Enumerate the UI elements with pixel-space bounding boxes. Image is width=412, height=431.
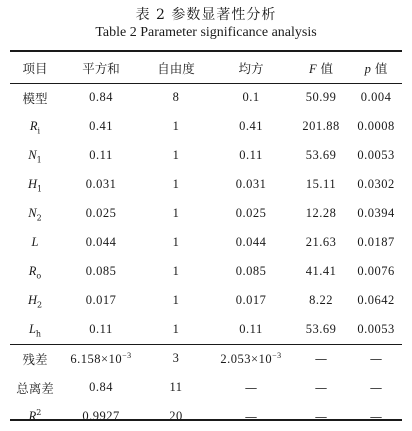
residual-row <box>10 344 402 373</box>
row-item: L <box>31 234 39 249</box>
row-mean-square: 0.017 <box>235 293 267 307</box>
row-f-value: 21.63 <box>305 235 337 249</box>
row-item: $R^2$ <box>28 408 42 424</box>
row-p-value: 0.0302 <box>357 177 395 191</box>
table-caption-chinese: 表 2 参数显著性分析 <box>135 7 277 23</box>
row-p-value: 0.004 <box>360 90 392 104</box>
table-row <box>10 228 402 257</box>
row-p-value: — <box>369 380 383 395</box>
row-f-value: — <box>314 380 328 395</box>
row-sum-of-squares: 0.044 <box>85 235 117 249</box>
row-p-value: 0.0076 <box>357 264 395 278</box>
row-mean-square: 0.085 <box>235 264 267 278</box>
row-f-value: 41.41 <box>305 264 337 278</box>
header-mean-square: 均方 <box>238 60 264 76</box>
table-row <box>10 83 402 112</box>
row-sum-of-squares: 0.84 <box>89 380 113 394</box>
row-item: 模型 <box>22 90 48 106</box>
table-row <box>10 286 402 315</box>
row-f-value: 201.88 <box>302 119 340 133</box>
row-p-value: 0.0394 <box>357 206 395 220</box>
row-mean-square: — <box>244 380 258 395</box>
row-degrees-of-freedom: 1 <box>172 235 180 249</box>
row-p-value: 0.0053 <box>357 321 395 336</box>
row-item: $N_1$ <box>28 147 42 165</box>
table-row <box>10 199 402 228</box>
row-sum-of-squares: 0.085 <box>85 264 117 278</box>
table-row <box>10 315 402 344</box>
row-item: $H_1$ <box>27 176 43 194</box>
row-f-value: 53.69 <box>305 321 337 336</box>
row-mean-square: — <box>244 409 258 424</box>
row-item: $R_o$ <box>28 263 42 281</box>
row-mean-square: $2.053\times 10^{-3}$ <box>210 344 292 373</box>
row-degrees-of-freedom: 1 <box>172 293 180 307</box>
row-item: 总离差 <box>16 380 54 396</box>
header-p-value: p 值 <box>364 60 388 76</box>
row-sum-of-squares: 0.84 <box>89 90 113 104</box>
row-mean-square: 0.11 <box>239 321 263 336</box>
r-squared-row <box>10 402 402 431</box>
row-degrees-of-freedom: 1 <box>172 264 180 278</box>
table-caption-english: Table 2 Parameter significance analysis <box>95 25 317 40</box>
row-degrees-of-freedom: 20 <box>169 409 183 423</box>
row-sum-of-squares: 0.031 <box>85 177 117 191</box>
row-f-value: 8.22 <box>309 293 333 307</box>
row-degrees-of-freedom: 1 <box>172 177 180 191</box>
row-item: $L_h$ <box>28 321 42 338</box>
row-degrees-of-freedom: 3 <box>142 344 210 373</box>
row-mean-square: 0.031 <box>235 177 267 191</box>
header-f-value: F 值 <box>308 60 334 76</box>
row-item: $N_2$ <box>28 205 42 223</box>
table-row <box>10 257 402 286</box>
row-item: $H_2$ <box>27 292 43 310</box>
row-degrees-of-freedom: 1 <box>172 148 180 162</box>
row-f-value: 50.99 <box>305 90 337 104</box>
total-row <box>10 373 402 402</box>
row-mean-square: 0.41 <box>239 119 263 133</box>
row-degrees-of-freedom: 1 <box>172 206 180 220</box>
row-f-value: 12.28 <box>305 206 337 220</box>
row-p-value: 0.0008 <box>357 119 395 133</box>
row-sum-of-squares: 0.017 <box>85 293 117 307</box>
header-degrees-of-freedom: 自由度 <box>157 60 195 76</box>
row-p-value: — <box>369 409 383 424</box>
row-degrees-of-freedom: 1 <box>172 119 180 133</box>
header-item: 项目 <box>22 60 48 76</box>
row-sum-of-squares: 0.025 <box>85 206 117 220</box>
row-item: $R_i$ <box>29 118 41 136</box>
row-p-value: 0.0187 <box>357 235 395 249</box>
row-p-value: 0.0642 <box>357 293 395 307</box>
row-mean-square: 0.025 <box>235 206 267 220</box>
row-sum-of-squares: 0.9927 <box>82 409 120 423</box>
table-header-row <box>10 52 402 83</box>
row-degrees-of-freedom: 11 <box>169 380 183 394</box>
row-p-value: — <box>350 344 402 373</box>
row-sum-of-squares: $6.158\times 10^{-3}$ <box>60 344 142 373</box>
row-mean-square: 0.11 <box>239 148 263 162</box>
row-degrees-of-freedom: 1 <box>172 321 180 336</box>
row-degrees-of-freedom: 8 <box>172 90 180 104</box>
row-sum-of-squares: 0.11 <box>89 321 113 336</box>
row-p-value: 0.0053 <box>357 148 395 162</box>
row-f-value: — <box>292 344 350 373</box>
row-mean-square: 0.044 <box>235 235 267 249</box>
table-row <box>10 141 402 170</box>
table-row <box>10 112 402 141</box>
row-sum-of-squares: 0.11 <box>89 148 113 162</box>
row-f-value: 15.11 <box>305 177 337 191</box>
row-mean-square: 0.1 <box>242 90 260 104</box>
row-sum-of-squares: 0.41 <box>89 119 113 133</box>
row-f-value: 53.69 <box>305 148 337 162</box>
row-f-value: — <box>314 409 328 424</box>
table-row <box>10 170 402 199</box>
row-item: 残差 <box>10 344 60 373</box>
header-sum-of-squares: 平方和 <box>82 60 120 76</box>
parameter-significance-table <box>10 52 402 431</box>
